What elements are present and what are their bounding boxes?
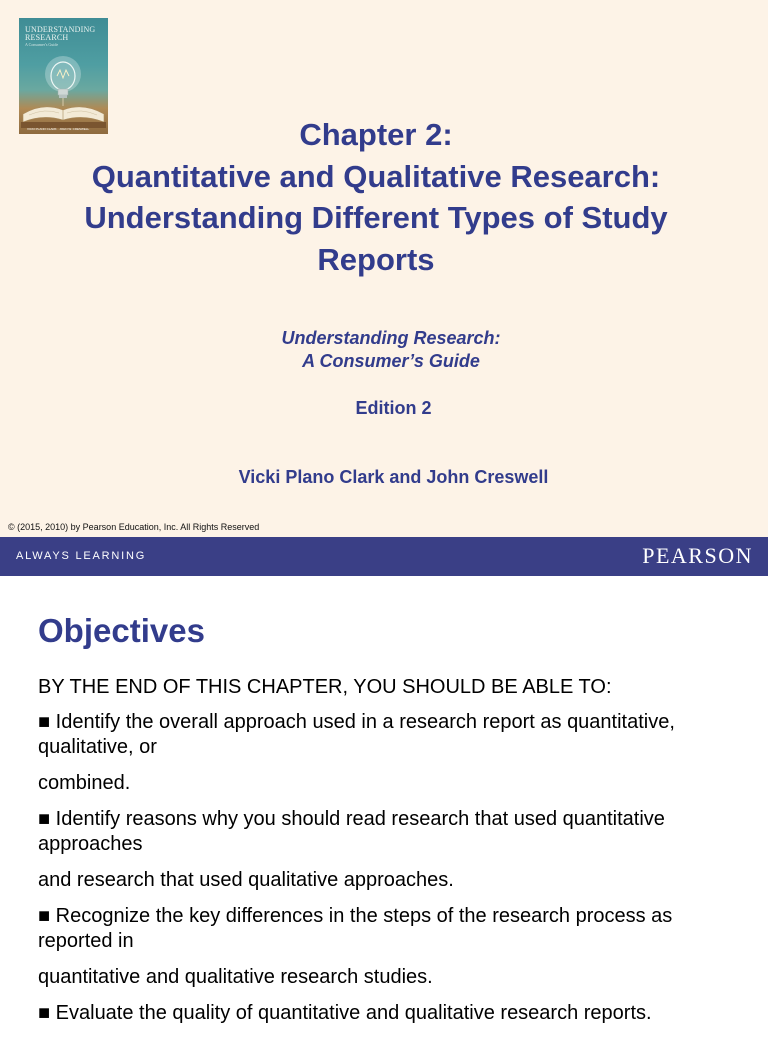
book-title-line2: A Consumer’s Guide: [302, 351, 480, 371]
cover-title-line2: RESEARCH: [25, 33, 69, 42]
authors-label: Vicki Plano Clark and John Creswell: [238, 467, 549, 487]
objectives-title: Objectives: [38, 612, 205, 649]
objective-item: [38, 904, 738, 954]
chapter-title-line: Reports: [317, 241, 435, 277]
chapter-title: [40, 114, 712, 280]
objectives-slide: [0, 576, 768, 1024]
cover-title-line1: UNDERSTANDING: [25, 25, 96, 34]
objective-item: [38, 710, 738, 760]
edition-label: Edition 2: [355, 398, 432, 418]
square-bullet-icon: ■: [38, 905, 51, 927]
cover-authors: VICKI PLANO CLARK · JOHN W. CRESWELL: [27, 127, 90, 131]
objectives-body: [38, 675, 738, 1037]
footer-banner: [0, 537, 768, 576]
book-title-line1: Understanding Research:: [281, 328, 501, 348]
chapter-title-line: Understanding Different Types of Study: [84, 200, 668, 235]
objective-continuation: quantitative and qualitative research studies.: [38, 966, 433, 988]
cover-subtitle: A Consumer's Guide: [25, 42, 59, 47]
book-title: [200, 327, 582, 373]
square-bullet-icon: ■: [38, 1002, 51, 1024]
copyright-notice: © (2015, 2010) by Pearson Education, Inc. All Rights Reserved: [8, 522, 260, 532]
chapter-title-line: Chapter 2:: [299, 117, 453, 152]
pearson-logo: PEARSON: [642, 543, 753, 568]
cover-title: [25, 26, 105, 47]
objective-item: [38, 807, 738, 857]
objective-text: Identify reasons why you should read research that used quantitative approaches: [38, 808, 665, 855]
square-bullet-icon: ■: [38, 711, 51, 733]
objective-text: Identify the overall approach used in a research report as quantitative, qualitative, or: [38, 711, 675, 758]
objective-continuation: and research that used qualitative approaches.: [38, 869, 454, 891]
objective-item: [38, 1001, 738, 1026]
objective-text: Evaluate the quality of quantitative and qualitative research reports.: [55, 1002, 652, 1024]
chapter-title-line: Quantitative and Qualitative Research:: [91, 158, 661, 194]
objective-text: Recognize the key differences in the steps of the research process as reported in: [38, 905, 673, 952]
objectives-intro: BY THE END OF THIS CHAPTER, YOU SHOULD BE ABLE TO:: [38, 676, 612, 698]
tagline: ALWAYS LEARNING: [16, 550, 147, 562]
objective-continuation: combined.: [38, 772, 131, 794]
square-bullet-icon: ■: [38, 808, 51, 830]
